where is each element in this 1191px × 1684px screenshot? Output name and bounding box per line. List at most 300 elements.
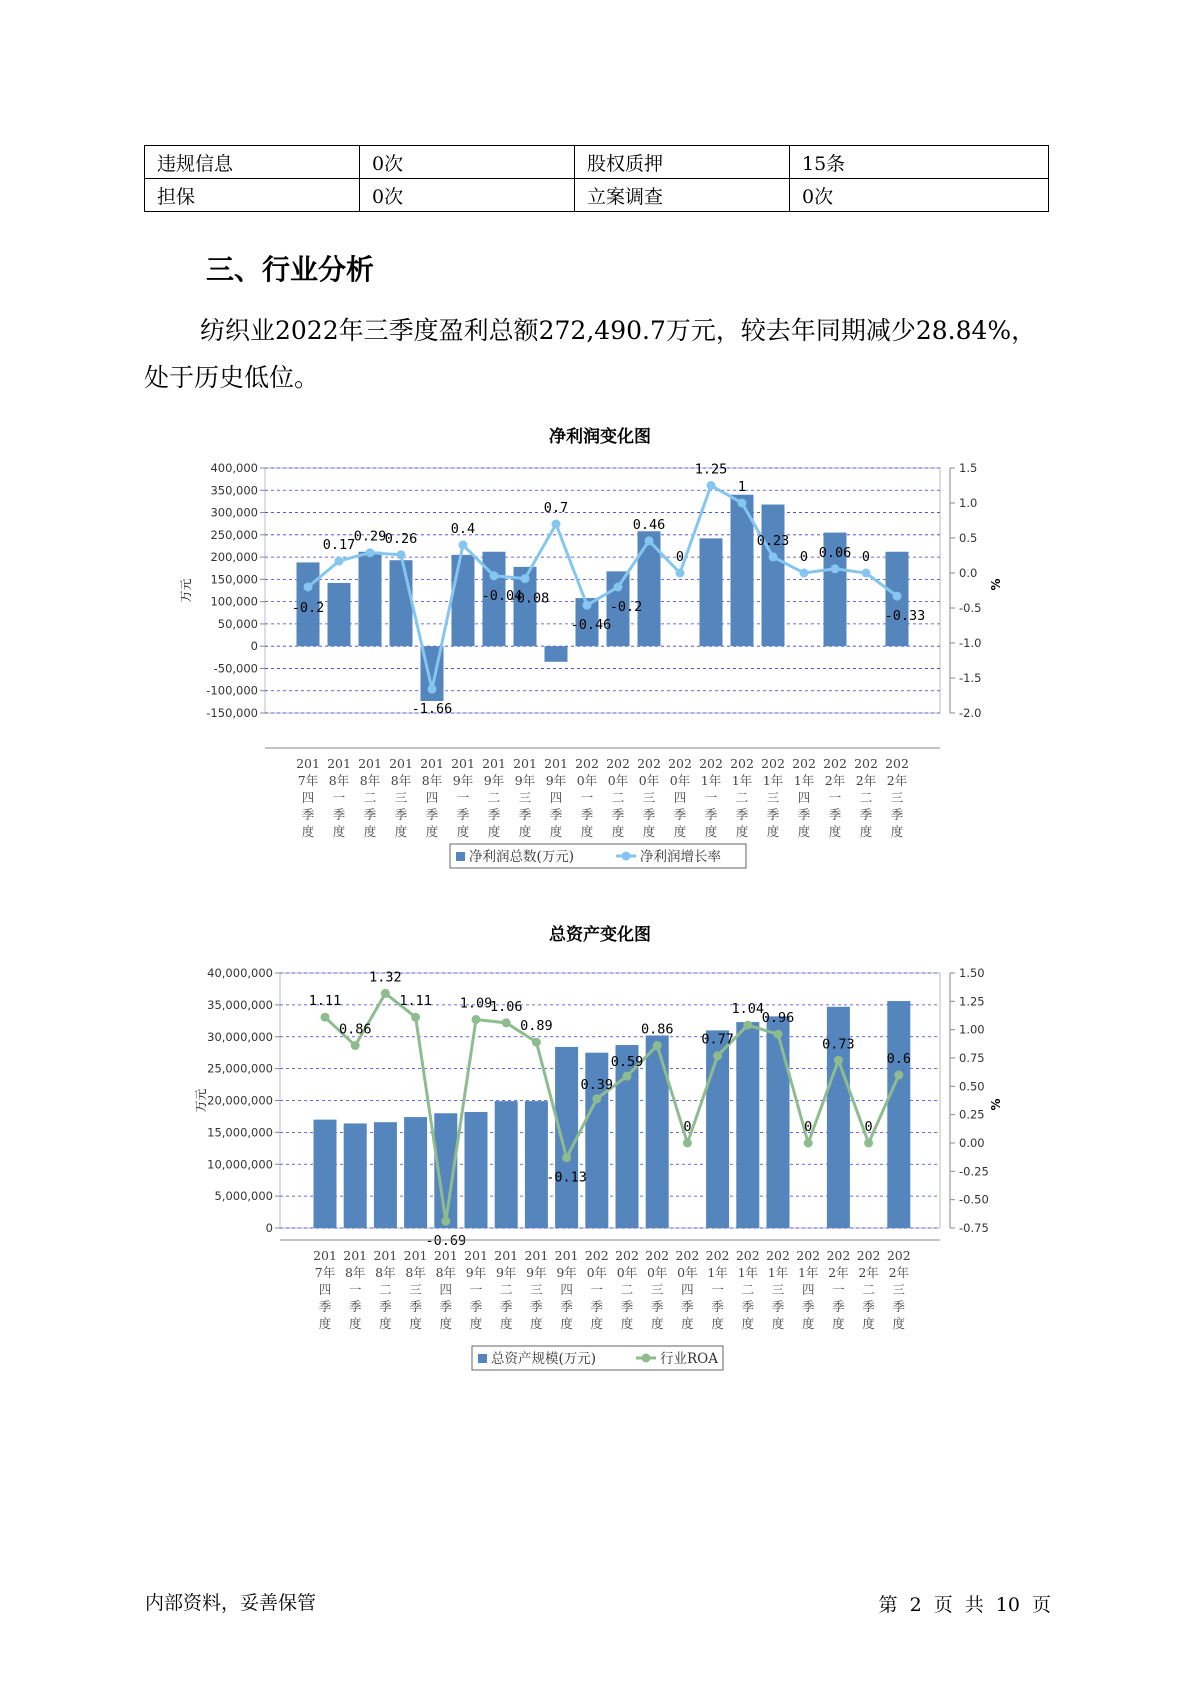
y-tick-label: 150,000 [210,572,258,587]
x-tick-label: 201 [482,756,506,771]
chart-title: 净利润变化图 [549,427,651,447]
x-tick-label: 季 [620,1299,634,1314]
chart-title: 总资产变化图 [549,925,651,945]
y2-tick-label: 1.5 [959,461,978,475]
bar [404,1117,427,1228]
y-tick-label: 40,000,000 [207,966,273,980]
x-tick-label: 2年 [855,773,877,788]
x-tick-label: 季 [741,1299,755,1314]
x-tick-label: 度 [425,824,439,839]
x-tick-label: 1年 [737,1265,759,1280]
y2-tick-label: 1.25 [959,994,985,1009]
x-tick-label: 二 [363,790,377,805]
x-tick-label: 度 [681,1316,694,1331]
x-tick-label: 1年 [707,1265,728,1280]
x-tick-label: 202 [854,756,878,771]
bar [452,555,475,646]
data-point [428,685,437,694]
y2-tick-label: 0.5 [959,531,978,545]
x-tick-label: 2年 [888,1265,910,1280]
x-tick-label: 度 [456,824,470,839]
y2-tick-label: 0.00 [959,1136,985,1150]
data-label: 1.06 [489,998,523,1015]
x-tick-label: 201 [494,1248,519,1263]
x-tick-label: 8年 [390,773,412,788]
x-tick-label: 三 [394,790,408,805]
x-tick-label: 一 [469,1282,483,1297]
x-tick-label: 202 [730,756,754,771]
analysis-paragraph: 纺织业2022年三季度盈利总额272,490.7万元，较去年同期减少28.84%，处于历史低位。 [144,316,1037,392]
x-tick-label: 度 [642,824,656,839]
y-axis-label: 万元 [179,578,193,603]
x-tick-label: 季 [590,1299,604,1314]
x-tick-label: 度 [859,824,873,839]
x-tick-label: 202 [637,756,661,771]
x-tick-label: 季 [549,807,563,822]
x-tick-label: 2年 [858,1265,879,1280]
x-tick-label: 度 [611,824,625,839]
data-label: -0.04 [481,587,523,604]
data-label: -0.33 [884,608,926,625]
table-cell-value: 15条 [790,146,1049,179]
x-tick-label: 二 [741,1282,755,1297]
x-tick-label: 一 [348,1282,362,1297]
x-tick-label: 0年 [669,773,691,788]
x-tick-label: 三 [892,1282,906,1297]
y-tick-label: 15,000,000 [207,1125,273,1140]
legend-bar-label: 净利润总数(万元) [469,849,575,865]
data-label: 0.6 [886,1051,911,1067]
data-point [381,989,390,998]
data-label: -0.69 [425,1233,467,1250]
data-point [683,1139,692,1148]
x-tick-label: 8年 [344,1265,366,1280]
table-cell-value: 0次 [360,146,575,179]
data-point [321,1013,330,1022]
x-tick-label: 二 [487,790,501,805]
x-tick-label: 三 [766,790,780,805]
bar [767,1016,790,1228]
x-tick-label: 三 [890,790,904,805]
data-point [623,1072,632,1081]
y-tick-label: 10,000,000 [207,1157,273,1172]
data-label: 0.86 [338,1021,372,1038]
x-tick-label: 季 [890,807,904,822]
x-tick-label: 度 [620,1316,634,1331]
y2-tick-label: 0.25 [959,1107,985,1122]
x-tick-label: 季 [801,1299,815,1314]
x-tick-label: 201 [389,756,413,771]
x-tick-label: 四 [673,790,687,805]
y2-tick-label: 1.00 [959,1022,985,1037]
y-tick-label: 300,000 [210,505,258,520]
data-point [552,520,561,529]
x-tick-label: 201 [554,1248,579,1263]
bar [736,1022,759,1228]
data-point [864,1139,873,1148]
x-tick-label: 季 [409,1299,422,1314]
table-row [145,179,1049,212]
x-tick-label: 一 [704,790,718,805]
x-tick-label: 度 [892,1316,906,1331]
x-tick-label: 季 [673,807,687,822]
x-tick-label: 季 [681,1299,694,1314]
data-point [532,1038,541,1047]
data-point [774,1030,783,1039]
x-tick-label: 8年 [328,773,350,788]
y2-tick-label: -1.5 [959,671,982,685]
data-label: 1 [737,479,747,495]
y2-tick-label: 0.50 [959,1079,985,1094]
x-tick-label: 202 [761,756,785,771]
y2-tick-label: -2.0 [959,706,982,720]
table-cell-label: 股权质押 [575,146,790,179]
y2-tick-label: -0.5 [959,601,982,615]
x-tick-label: 0年 [646,1265,668,1280]
y-tick-label: 0 [250,639,258,654]
x-tick-label: 季 [301,807,315,822]
data-point [335,557,344,566]
x-tick-label: 季 [828,807,842,822]
x-tick-label: 季 [892,1299,906,1314]
x-tick-label: 度 [318,1316,332,1331]
data-point [834,1056,843,1065]
x-tick-label: 季 [348,1299,362,1314]
data-point [472,1015,481,1024]
x-tick-label: 季 [469,1299,483,1314]
x-tick-label: 季 [771,1299,785,1314]
x-tick-label: 202 [584,1248,609,1263]
x-tick-label: 202 [886,1248,911,1263]
data-label: -0.08 [508,590,550,607]
x-tick-label: 0年 [677,1265,698,1280]
data-point [521,574,530,583]
bar [328,583,351,646]
data-label: 0.39 [580,1076,614,1093]
x-tick-label: 201 [513,756,537,771]
x-tick-label: 一 [456,790,470,805]
x-tick-label: 度 [771,1316,785,1331]
bar [887,1001,910,1228]
x-tick-label: 度 [301,824,315,839]
x-tick-label: 8年 [435,1265,457,1280]
x-tick-label: 202 [766,1248,790,1263]
x-tick-label: 202 [645,1248,670,1263]
table-row [145,146,1049,179]
y2-tick-label: -1.0 [959,636,982,650]
x-tick-label: 二 [379,1282,392,1297]
x-tick-label: 8年 [375,1265,396,1280]
x-tick-label: 202 [668,756,692,771]
data-point [614,583,623,592]
x-tick-label: 季 [832,1299,845,1314]
y-tick-label: 5,000,000 [214,1189,273,1204]
x-tick-label: 四 [318,1282,332,1297]
x-tick-label: 度 [560,1316,573,1331]
net-profit-chart [150,420,1003,870]
data-point [804,1139,813,1148]
data-label: 1.04 [731,1001,765,1018]
x-tick-label: 7年 [297,773,319,788]
x-tick-label: 季 [797,807,811,822]
data-label: 1.25 [694,461,728,478]
x-tick-label: 9年 [465,1265,487,1280]
x-tick-label: 二 [611,790,625,805]
x-tick-label: 季 [560,1299,573,1314]
y-tick-label: -50,000 [213,661,258,676]
data-point [707,481,716,490]
x-tick-label: 201 [373,1248,398,1263]
x-tick-label: 三 [518,790,532,805]
data-label: -0.2 [291,600,325,616]
x-tick-label: 度 [379,1316,392,1331]
data-label: 0.59 [610,1054,644,1071]
table-cell-value: 0次 [360,179,575,212]
x-tick-label: 202 [615,1248,639,1263]
x-tick-label: 三 [642,790,656,805]
x-tick-label: 季 [425,807,439,822]
data-point [351,1041,360,1050]
data-point [441,1217,450,1226]
data-point [800,569,809,578]
bar [700,538,723,646]
x-tick-label: 9年 [495,1265,517,1280]
data-point [862,569,871,578]
x-tick-label: 202 [699,756,723,771]
x-tick-label: 度 [650,1316,664,1331]
y-tick-label: 100,000 [210,594,258,609]
x-tick-label: 四 [425,790,439,805]
x-tick-label: 季 [650,1299,664,1314]
x-tick-label: 2年 [828,1265,849,1280]
x-tick-label: 四 [549,790,563,805]
legend-line-label: 行业ROA [660,1351,718,1367]
x-tick-label: 201 [420,756,444,771]
x-tick-label: 度 [439,1316,453,1331]
legend-line-label: 净利润增长率 [640,849,721,865]
x-tick-label: 9年 [556,1265,577,1280]
bar [555,1047,578,1228]
bar [344,1123,367,1228]
y2-tick-label: -0.50 [959,1192,989,1207]
data-label: 1.11 [308,993,342,1010]
x-tick-label: 1年 [793,773,815,788]
y-tick-label: 0 [265,1221,273,1235]
x-tick-label: 四 [801,1282,815,1297]
x-tick-label: 202 [885,756,909,771]
y2-tick-label: -0.75 [959,1221,989,1235]
x-tick-label: 1年 [731,773,753,788]
x-tick-label: 度 [832,1316,845,1331]
x-tick-label: 1年 [762,773,784,788]
x-tick-label: 201 [403,1248,428,1263]
y2-tick-label: 0.75 [959,1051,985,1065]
x-tick-label: 季 [580,807,594,822]
data-label: 0 [683,1119,692,1135]
data-point [562,1153,571,1162]
table-cell-label: 违规信息 [145,146,360,179]
x-tick-label: 季 [518,807,532,822]
x-tick-label: 三 [409,1282,422,1297]
section-title: 三、行业分析 [206,253,375,286]
y-tick-label: 350,000 [210,483,258,498]
x-tick-label: 度 [469,1316,483,1331]
x-tick-label: 2年 [824,773,846,788]
x-tick-label: 四 [560,1282,573,1297]
y-tick-label: 20,000,000 [207,1093,273,1108]
x-tick-label: 季 [711,1299,724,1314]
data-label: 0.73 [822,1036,855,1053]
y-tick-label: -150,000 [206,706,258,720]
x-tick-label: 度 [766,824,780,839]
data-label: 0.77 [701,1031,734,1048]
data-point [645,536,654,545]
x-tick-label: 度 [530,1316,543,1331]
total-assets-chart [150,918,1003,1388]
y2-tick-label: -0.25 [959,1164,989,1179]
x-tick-label: 7年 [314,1265,336,1280]
x-tick-label: 202 [705,1248,730,1263]
data-point [769,552,778,561]
data-point [592,1094,601,1103]
x-tick-label: 202 [856,1248,881,1263]
x-tick-label: 8年 [421,773,443,788]
bar [374,1122,397,1228]
data-label: -1.66 [411,701,453,718]
x-tick-label: 季 [439,1299,453,1314]
x-tick-label: 0年 [586,1265,608,1280]
x-tick-label: 三 [771,1282,785,1297]
x-tick-label: 季 [394,807,408,822]
x-tick-label: 202 [826,1248,851,1263]
x-tick-label: 季 [642,807,656,822]
y2-axis-label: % [989,578,1003,591]
bar [545,646,568,662]
x-tick-label: 度 [590,1316,604,1331]
data-point [411,1013,420,1022]
x-tick-label: 9年 [545,773,567,788]
x-tick-label: 9年 [526,1265,547,1280]
x-tick-label: 季 [766,807,780,822]
x-tick-label: 季 [530,1299,543,1314]
data-label: -0.46 [570,617,612,634]
x-tick-label: 度 [518,824,532,839]
x-tick-label: 度 [499,1316,513,1331]
data-label: 0.06 [818,544,852,561]
y-tick-label: 50,000 [217,616,258,631]
data-label: 0 [861,549,871,565]
x-tick-label: 度 [801,1316,815,1331]
data-point [831,564,840,573]
x-tick-label: 二 [735,790,749,805]
y-tick-label: 200,000 [210,550,258,565]
data-point [490,571,499,580]
data-point [676,569,685,578]
x-tick-label: 201 [544,756,568,771]
bar [314,1120,337,1228]
footer-page-number: 第 2 页 共 10 页 [878,1594,1051,1616]
table-cell-value: 0次 [790,179,1049,212]
y-tick-label: 400,000 [210,461,258,475]
x-tick-label: 四 [439,1282,453,1297]
x-tick-label: 一 [711,1282,724,1297]
x-tick-label: 1年 [797,1265,819,1280]
x-tick-label: 二 [620,1282,634,1297]
data-label: 1.11 [399,993,432,1010]
chart-svg [150,918,1003,1388]
data-label: 0.46 [632,516,666,533]
x-tick-label: 9年 [452,773,474,788]
x-tick-label: 1年 [767,1265,789,1280]
x-tick-label: 季 [862,1299,875,1314]
x-tick-label: 201 [313,1248,337,1263]
data-label: 0.17 [322,537,356,554]
x-tick-label: 201 [327,756,351,771]
x-tick-label: 四 [301,790,315,805]
x-tick-label: 季 [363,807,377,822]
x-tick-label: 度 [332,824,346,839]
x-tick-label: 季 [499,1299,513,1314]
x-tick-label: 一 [332,790,346,805]
bar [495,1101,518,1228]
data-label: 0.23 [756,532,790,549]
x-tick-label: 三 [530,1282,543,1297]
y-tick-label: 30,000,000 [207,1029,273,1044]
x-tick-label: 季 [318,1299,332,1314]
x-tick-label: 二 [859,790,873,805]
table-cell-label: 担保 [145,179,360,212]
table-cell-label: 立案调查 [575,179,790,212]
x-tick-label: 季 [379,1299,392,1314]
x-tick-label: 0年 [638,773,660,788]
x-tick-label: 度 [580,824,594,839]
data-point [583,601,592,610]
x-tick-label: 202 [606,756,630,771]
x-tick-label: 度 [862,1316,875,1331]
x-tick-label: 201 [433,1248,458,1263]
data-point [502,1018,511,1027]
x-tick-label: 季 [735,807,749,822]
x-tick-label: 度 [890,824,904,839]
x-tick-label: 202 [796,1248,821,1263]
legend-line-marker [622,852,631,861]
data-label: 0.4 [450,521,476,537]
y2-axis-label: % [989,1098,1003,1111]
data-point [397,550,406,559]
x-tick-label: 二 [499,1282,513,1297]
x-tick-label: 201 [358,756,382,771]
x-tick-label: 8年 [359,773,381,788]
bar [359,552,382,646]
x-tick-label: 202 [735,1248,760,1263]
x-tick-label: 度 [704,824,718,839]
data-point [304,583,313,592]
info-table [144,145,1049,212]
x-tick-label: 201 [464,1248,488,1263]
data-label: 0 [864,1119,873,1135]
data-label: 0 [799,549,809,565]
data-point [743,1021,752,1030]
x-tick-label: 季 [456,807,470,822]
data-label: 1.09 [459,995,493,1012]
x-tick-label: 8年 [405,1265,426,1280]
bar [646,1035,669,1228]
data-point [366,548,375,557]
x-tick-label: 四 [797,790,811,805]
x-tick-label: 202 [823,756,847,771]
x-tick-label: 季 [704,807,718,822]
data-label: 0.29 [353,528,387,545]
